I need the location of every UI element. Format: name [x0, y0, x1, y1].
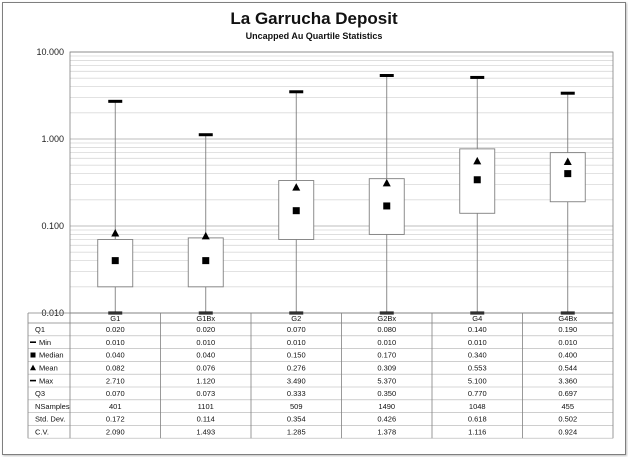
min-cell: 0.010	[377, 337, 397, 347]
median-marker	[474, 176, 481, 183]
min-cell: 0.010	[558, 337, 578, 347]
median-marker	[293, 207, 300, 214]
cv-cell: 1.116	[468, 427, 487, 437]
cv-cell: 1.493	[196, 427, 216, 437]
stddev-cell: 0.618	[467, 414, 487, 424]
q1-row-label: Q1	[35, 325, 46, 335]
median-cell: 0.040	[196, 350, 216, 360]
stddev-cell: 0.172	[105, 414, 125, 424]
category-label: G2	[291, 314, 302, 323]
y-tick-label: 10.000	[36, 47, 64, 57]
mean-cell: 0.076	[196, 363, 216, 373]
y-tick-label: 0.010	[41, 308, 64, 318]
min-cell: 0.010	[286, 337, 306, 347]
median-row-label: Median	[39, 350, 64, 360]
category-label: G4	[472, 314, 483, 323]
min-cell: 0.010	[105, 337, 125, 347]
nsamples-row-label: NSamples	[35, 401, 70, 411]
q3-cell: 0.070	[105, 389, 125, 399]
category-label: G1	[110, 314, 121, 323]
median-cell: 0.150	[286, 350, 306, 360]
median-cell: 0.400	[558, 350, 578, 360]
max-cell: 3.490	[286, 376, 306, 386]
cv-cell: 0.924	[558, 427, 578, 437]
median-marker	[202, 257, 209, 264]
cv-cell: 2.090	[105, 427, 125, 437]
median-cell: 0.040	[105, 350, 125, 360]
stddev-cell: 0.114	[196, 414, 215, 424]
q1-cell: 0.020	[196, 325, 216, 335]
q1-cell: 0.190	[558, 325, 578, 335]
q1-cell: 0.080	[377, 325, 397, 335]
median-cell: 0.170	[377, 350, 397, 360]
min-cell: 0.010	[196, 337, 216, 347]
cv-row-label: C.V.	[35, 427, 49, 437]
cv-cell: 1.378	[377, 427, 397, 437]
mean-row-label: Mean	[39, 363, 58, 373]
q3-row-label: Q3	[35, 389, 46, 399]
category-label: G2Bx	[377, 314, 397, 323]
nsamples-cell: 401	[108, 401, 122, 411]
mean-cell: 0.544	[558, 363, 578, 373]
cv-cell: 1.285	[286, 427, 306, 437]
q1-cell: 0.140	[467, 325, 487, 335]
stddev-cell: 0.502	[558, 414, 578, 424]
mean-cell: 0.553	[467, 363, 487, 373]
median-legend-symbol	[31, 353, 36, 358]
y-tick-label: 0.100	[41, 221, 64, 231]
y-tick-label: 1.000	[41, 134, 64, 144]
stddev-cell: 0.426	[377, 414, 397, 424]
mean-legend-symbol	[30, 365, 36, 371]
nsamples-cell: 1101	[197, 401, 214, 411]
nsamples-cell: 509	[289, 401, 303, 411]
mean-cell: 0.309	[377, 363, 397, 373]
q1-cell: 0.070	[286, 325, 306, 335]
q1-cell: 0.020	[105, 325, 125, 335]
q3-cell: 0.350	[377, 389, 397, 399]
chart-subtitle: Uncapped Au Quartile Statistics	[245, 31, 383, 41]
max-cell: 5.100	[467, 376, 487, 386]
mean-cell: 0.082	[105, 363, 125, 373]
min-cell: 0.010	[467, 337, 487, 347]
max-row-label: Max	[39, 376, 54, 386]
max-cell: 2.710	[105, 376, 125, 386]
stddev-row-label: Std. Dev.	[35, 414, 66, 424]
median-cell: 0.340	[467, 350, 487, 360]
median-marker	[564, 170, 571, 177]
max-cell: 1.120	[196, 376, 216, 386]
median-marker	[383, 202, 390, 209]
chart-title: La Garrucha Deposit	[230, 9, 398, 28]
category-label: G1Bx	[196, 314, 216, 323]
stddev-cell: 0.354	[286, 414, 306, 424]
median-marker	[112, 257, 119, 264]
q3-cell: 0.073	[196, 389, 216, 399]
max-cell: 3.360	[558, 376, 578, 386]
plot-area	[70, 52, 613, 313]
min-row-label: Min	[39, 337, 52, 347]
nsamples-cell: 1048	[468, 401, 486, 411]
q3-cell: 0.333	[286, 389, 306, 399]
category-label: G4Bx	[558, 314, 578, 323]
mean-cell: 0.276	[286, 363, 306, 373]
nsamples-cell: 1490	[378, 401, 396, 411]
q3-cell: 0.770	[467, 389, 487, 399]
nsamples-cell: 455	[561, 401, 575, 411]
q3-cell: 0.697	[558, 389, 578, 399]
max-cell: 5.370	[377, 376, 397, 386]
